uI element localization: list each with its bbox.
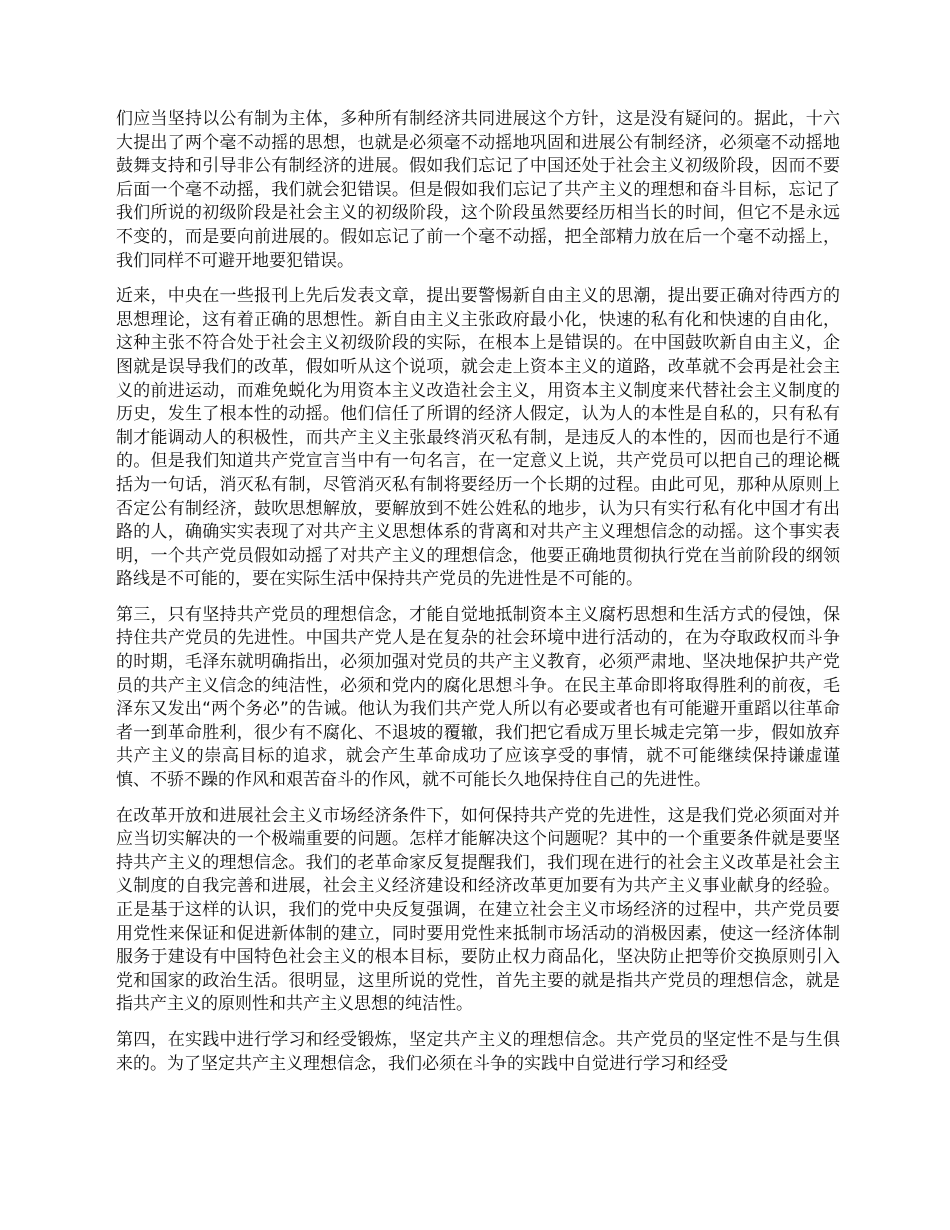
paragraph-5: 第四，在实践中进行学习和经受锻炼，坚定共产主义的理想信念。共产党员的坚定性不是与生俱来的。为了坚定共产主义理想信念，我们必须在斗争的实践中自觉进行学习和经受	[116, 1029, 840, 1074]
paragraph-2: 近来，中央在一些报刊上先后发表文章，提出要警惕新自由主义的思潮，提出要正确对待西方的思想理论，这有着正确的思想性。新自由主义主张政府最小化，快速的私有化和快速的自由化，这种主张不符合处于社会主义初级阶段的实际，在根本上是错误的。在中国鼓吹新自由主义，企图就是误导我们的改革，假如听从这个说项，就会走上资本主义的道路，改革就不会再是社会主义的前进运动，而难免蜕化为用资本主义改造社会主义，用资本主义制度来代替社会主义制度的历史，发生了根本性的动摇。他们信任了所谓的经济人假定，认为人的本性是自私的，只有私有制才能调动人的积极性，而共产主义主张最终消灭私有制，是违反人的本性的，因而也是行不通的。但是我们知道共产党宣言当中有一句名言，在一定意义上说，共产党员可以把自己的理论概括为一句话，消灭私有制，尽管消灭私有制将要经历一个长期的过程。由此可见，那种从原则上否定公有制经济，鼓吹思想解放，要解放到不姓公姓私的地步，认为只有实行私有化中国才有出路的人，确确实实表现了对共产主义思想体系的背离和对共产主义理想信念的动摇。这个事实表明，一个共产党员假如动摇了对共产主义的理想信念，他要正确地贯彻执行党在当前阶段的纲领路线是不可能的，要在实际生活中保持共产党员的先进性是不可能的。	[116, 286, 840, 590]
paragraph-4: 在改革开放和进展社会主义市场经济条件下，如何保持共产党的先进性，这是我们党必须面对并应当切实解决的一个极端重要的问题。怎样才能解决这个问题呢？其中的一个重要条件就是要坚持共产主义的理想信念。我们的老革命家反复提醒我们，我们现在进行的社会主义改革是社会主义制度的自我完善和进展，社会主义经济建设和经济改革更加要有为共产主义事业献身的经验。正是基于这样的认识，我们的党中央反复强调，在建立社会主义市场经济的过程中，共产党员要用党性来保证和促进新体制的建立，同时要用党性来抵制市场活动的消极因素，使这一经济体制服务于建设有中国特色社会主义的根本目标，要防止权力商品化，坚决防止把等价交换原则引入党和国家的政治生活。很明显，这里所说的党性，首先主要的就是指共产党员的理想信念，就是指共产主义的原则性和共产主义思想的纯洁性。	[116, 805, 840, 1015]
paragraph-3: 第三，只有坚持共产党员的理想信念，才能自觉地抵制资本主义腐朽思想和生活方式的侵蚀，保持住共产党员的先进性。中国共产党人是在复杂的社会环境中进行活动的，在为夺取政权而斗争的时期，毛泽东就明确指出，必须加强对党员的共产主义教育，必须严肃地、坚决地保护共产党员的共产主义信念的纯洁性，必须和党内的腐化思想斗争。在民主革命即将取得胜利的前夜，毛泽东又发出“两个务必”的告诫。他认为我们共产党人所以有必要或者也有可能避开重蹈以往革命者一到革命胜利，很少有不腐化、不退坡的覆辙，我们把它看成万里长城走完第一步，假如放弃共产主义的崇高目标的追求，就会产生革命成功了应该享受的事情，就不可能继续保持谦虚谨慎、不骄不躁的作风和艰苦奋斗的作风，就不可能长久地保持住自己的先进性。	[116, 604, 840, 791]
paragraph-1: 们应当坚持以公有制为主体，多种所有制经济共同进展这个方针，这是没有疑问的。据此，十六大提出了两个毫不动摇的思想，也就是必须毫不动摇地巩固和进展公有制经济，必须毫不动摇地鼓舞支持和引导非公有制经济的进展。假如我们忘记了中国还处于社会主义初级阶段，因而不要后面一个毫不动摇，我们就会犯错误。但是假如我们忘记了共产主义的理想和奋斗目标，忘记了我们所说的初级阶段是社会主义的初级阶段，这个阶段虽然要经历相当长的时间，但它不是永远不变的，而是要向前进展的。假如忘记了前一个毫不动摇，把全部精力放在后一个毫不动摇上，我们同样不可避开地要犯错误。	[116, 109, 840, 271]
document-body	[116, 108, 840, 1088]
